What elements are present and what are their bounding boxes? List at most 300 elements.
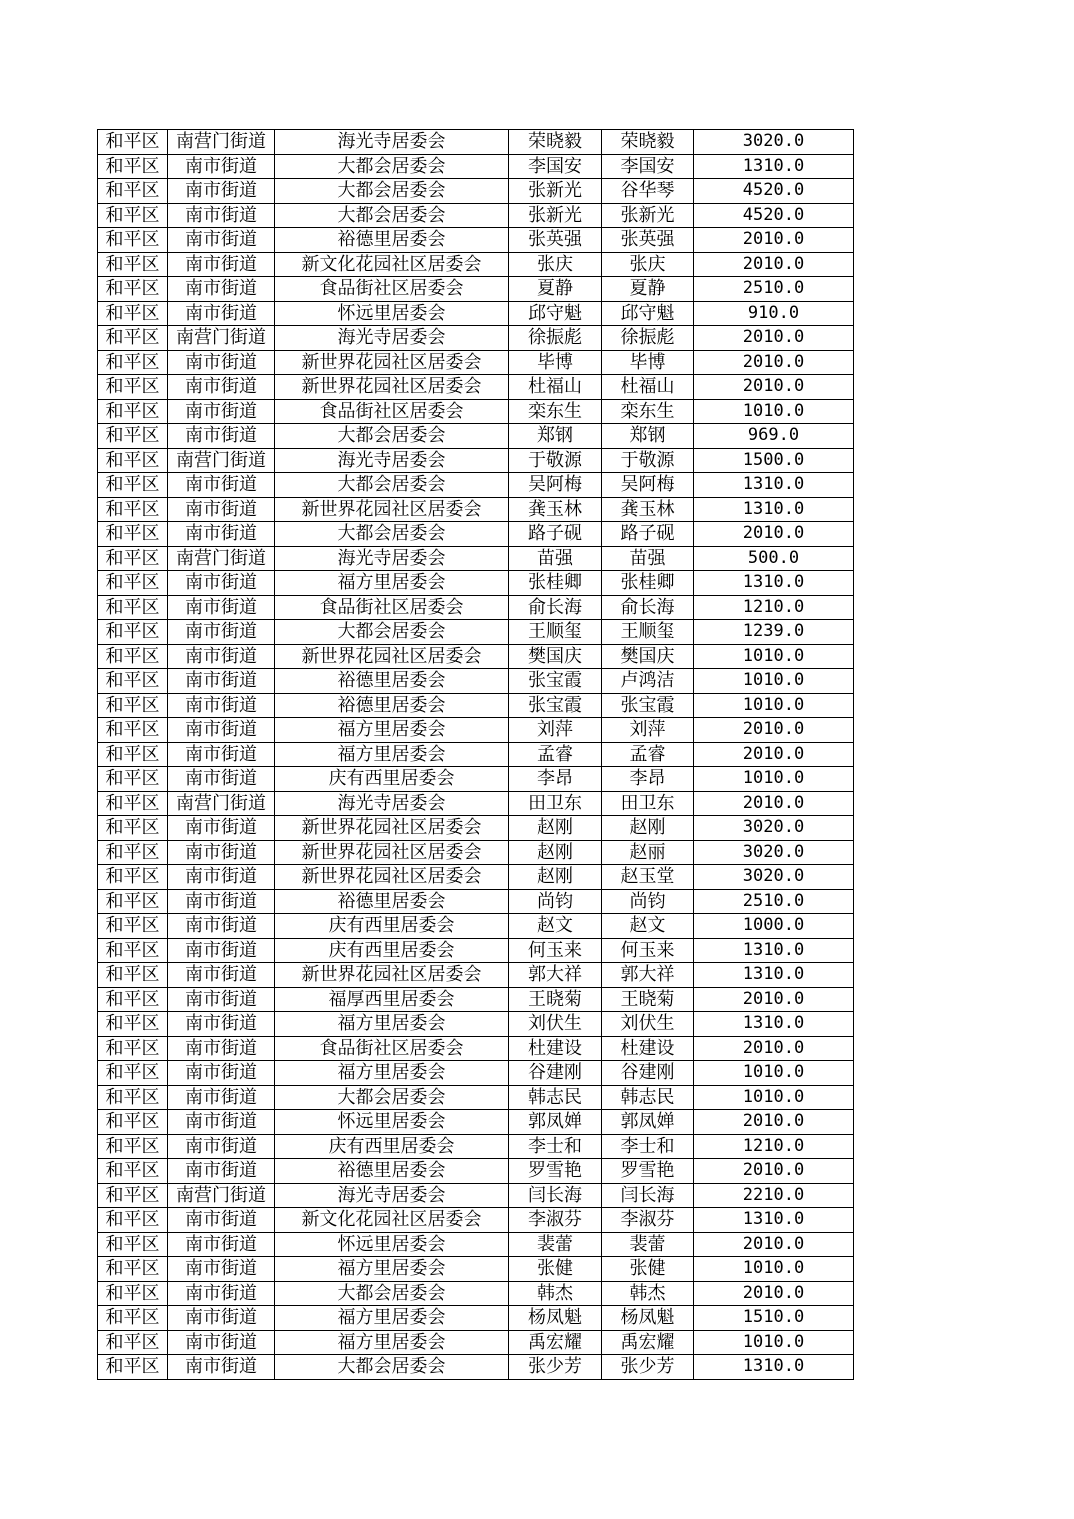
district-cell: 和平区 (98, 840, 168, 865)
table-row (98, 571, 854, 596)
street-cell: 南市街道 (168, 767, 275, 792)
member-cell: 李士和 (602, 1134, 694, 1159)
street-cell: 南市街道 (168, 1257, 275, 1282)
applicant-cell: 李国安 (509, 154, 602, 179)
street-cell: 南市街道 (168, 179, 275, 204)
street-cell: 南市街道 (168, 1232, 275, 1257)
applicant-cell: 赵刚 (509, 816, 602, 841)
applicant-cell: 何玉来 (509, 938, 602, 963)
committee-cell: 海光寺居委会 (275, 791, 509, 816)
street-cell: 南市街道 (168, 718, 275, 743)
amount-cell: 2510.0 (694, 277, 854, 302)
committee-cell: 福方里居委会 (275, 718, 509, 743)
table-row (98, 1061, 854, 1086)
district-cell: 和平区 (98, 963, 168, 988)
committee-cell: 大都会居委会 (275, 1281, 509, 1306)
member-cell: 杜建设 (602, 1036, 694, 1061)
amount-cell: 3020.0 (694, 816, 854, 841)
amount-cell: 1010.0 (694, 669, 854, 694)
amount-cell: 2210.0 (694, 1183, 854, 1208)
district-cell: 和平区 (98, 595, 168, 620)
committee-cell: 大都会居委会 (275, 424, 509, 449)
applicant-cell: 刘伏生 (509, 1012, 602, 1037)
district-cell: 和平区 (98, 620, 168, 645)
committee-cell: 海光寺居委会 (275, 326, 509, 351)
applicant-cell: 刘萍 (509, 718, 602, 743)
amount-cell: 1000.0 (694, 914, 854, 939)
member-cell: 王晓菊 (602, 987, 694, 1012)
table-row (98, 350, 854, 375)
table-row (98, 644, 854, 669)
applicant-cell: 李士和 (509, 1134, 602, 1159)
street-cell: 南市街道 (168, 571, 275, 596)
amount-cell: 2010.0 (694, 522, 854, 547)
district-cell: 和平区 (98, 448, 168, 473)
table-row (98, 938, 854, 963)
amount-cell: 500.0 (694, 546, 854, 571)
committee-cell: 裕德里居委会 (275, 228, 509, 253)
committee-cell: 福厚西里居委会 (275, 987, 509, 1012)
street-cell: 南市街道 (168, 816, 275, 841)
amount-cell: 1010.0 (694, 1085, 854, 1110)
committee-cell: 海光寺居委会 (275, 130, 509, 155)
amount-cell: 4520.0 (694, 203, 854, 228)
committee-cell: 裕德里居委会 (275, 669, 509, 694)
member-cell: 裴蕾 (602, 1232, 694, 1257)
applicant-cell: 夏静 (509, 277, 602, 302)
district-cell: 和平区 (98, 1085, 168, 1110)
committee-cell: 海光寺居委会 (275, 1183, 509, 1208)
committee-cell: 福方里居委会 (275, 1330, 509, 1355)
table-row (98, 203, 854, 228)
committee-cell: 怀远里居委会 (275, 1110, 509, 1135)
district-cell: 和平区 (98, 914, 168, 939)
amount-cell: 2010.0 (694, 791, 854, 816)
amount-cell: 969.0 (694, 424, 854, 449)
district-cell: 和平区 (98, 742, 168, 767)
district-cell: 和平区 (98, 644, 168, 669)
district-cell: 和平区 (98, 1183, 168, 1208)
table-row (98, 1208, 854, 1233)
table-row (98, 522, 854, 547)
table-row (98, 693, 854, 718)
district-cell: 和平区 (98, 522, 168, 547)
applicant-cell: 韩志民 (509, 1085, 602, 1110)
street-cell: 南市街道 (168, 473, 275, 498)
member-cell: 韩杰 (602, 1281, 694, 1306)
street-cell: 南市街道 (168, 1306, 275, 1331)
amount-cell: 3020.0 (694, 865, 854, 890)
table-row (98, 130, 854, 155)
street-cell: 南市街道 (168, 889, 275, 914)
committee-cell: 新世界花园社区居委会 (275, 350, 509, 375)
amount-cell: 1310.0 (694, 938, 854, 963)
committee-cell: 庆有西里居委会 (275, 938, 509, 963)
applicant-cell: 王晓菊 (509, 987, 602, 1012)
amount-cell: 1239.0 (694, 620, 854, 645)
member-cell: 闫长海 (602, 1183, 694, 1208)
committee-cell: 食品街社区居委会 (275, 1036, 509, 1061)
table-row (98, 154, 854, 179)
committee-cell: 新世界花园社区居委会 (275, 375, 509, 400)
amount-cell: 1010.0 (694, 1257, 854, 1282)
committee-cell: 庆有西里居委会 (275, 767, 509, 792)
committee-cell: 大都会居委会 (275, 1085, 509, 1110)
district-cell: 和平区 (98, 277, 168, 302)
member-cell: 吴阿梅 (602, 473, 694, 498)
street-cell: 南营门街道 (168, 1183, 275, 1208)
street-cell: 南营门街道 (168, 326, 275, 351)
district-cell: 和平区 (98, 1134, 168, 1159)
applicant-cell: 邱守魁 (509, 301, 602, 326)
member-cell: 李国安 (602, 154, 694, 179)
street-cell: 南营门街道 (168, 546, 275, 571)
table-row (98, 963, 854, 988)
committee-cell: 福方里居委会 (275, 1306, 509, 1331)
district-cell: 和平区 (98, 1232, 168, 1257)
applicant-cell: 杜建设 (509, 1036, 602, 1061)
applicant-cell: 于敬源 (509, 448, 602, 473)
street-cell: 南营门街道 (168, 791, 275, 816)
member-cell: 张英强 (602, 228, 694, 253)
member-cell: 荣晓毅 (602, 130, 694, 155)
district-cell: 和平区 (98, 571, 168, 596)
amount-cell: 2010.0 (694, 987, 854, 1012)
member-cell: 赵文 (602, 914, 694, 939)
member-cell: 郭大祥 (602, 963, 694, 988)
committee-cell: 福方里居委会 (275, 742, 509, 767)
street-cell: 南市街道 (168, 1134, 275, 1159)
street-cell: 南市街道 (168, 1110, 275, 1135)
district-cell: 和平区 (98, 1159, 168, 1184)
amount-cell: 2010.0 (694, 742, 854, 767)
committee-cell: 食品街社区居委会 (275, 399, 509, 424)
table-row (98, 277, 854, 302)
member-cell: 毕博 (602, 350, 694, 375)
member-cell: 张新光 (602, 203, 694, 228)
district-cell: 和平区 (98, 1036, 168, 1061)
member-cell: 刘萍 (602, 718, 694, 743)
amount-cell: 1010.0 (694, 1330, 854, 1355)
applicant-cell: 赵刚 (509, 865, 602, 890)
member-cell: 张宝霞 (602, 693, 694, 718)
member-cell: 李昂 (602, 767, 694, 792)
street-cell: 南营门街道 (168, 448, 275, 473)
applicant-cell: 李昂 (509, 767, 602, 792)
member-cell: 刘伏生 (602, 1012, 694, 1037)
applicant-cell: 田卫东 (509, 791, 602, 816)
committee-cell: 新世界花园社区居委会 (275, 840, 509, 865)
applicant-cell: 张新光 (509, 179, 602, 204)
district-cell: 和平区 (98, 179, 168, 204)
table-row (98, 1036, 854, 1061)
member-cell: 赵刚 (602, 816, 694, 841)
member-cell: 苗强 (602, 546, 694, 571)
committee-cell: 大都会居委会 (275, 1355, 509, 1380)
table-row (98, 1183, 854, 1208)
street-cell: 南市街道 (168, 1208, 275, 1233)
committee-cell: 裕德里居委会 (275, 693, 509, 718)
district-cell: 和平区 (98, 816, 168, 841)
table-row (98, 620, 854, 645)
street-cell: 南市街道 (168, 203, 275, 228)
table-row (98, 497, 854, 522)
table-row (98, 1134, 854, 1159)
table-row (98, 1257, 854, 1282)
street-cell: 南市街道 (168, 644, 275, 669)
street-cell: 南市街道 (168, 424, 275, 449)
committee-cell: 新世界花园社区居委会 (275, 497, 509, 522)
street-cell: 南市街道 (168, 1012, 275, 1037)
applicant-cell: 路子砚 (509, 522, 602, 547)
committee-cell: 新世界花园社区居委会 (275, 644, 509, 669)
district-cell: 和平区 (98, 938, 168, 963)
applicant-cell: 郭大祥 (509, 963, 602, 988)
committee-cell: 庆有西里居委会 (275, 914, 509, 939)
district-cell: 和平区 (98, 399, 168, 424)
member-cell: 栾东生 (602, 399, 694, 424)
member-cell: 赵玉堂 (602, 865, 694, 890)
committee-cell: 庆有西里居委会 (275, 1134, 509, 1159)
table-body (98, 130, 854, 1380)
amount-cell: 1310.0 (694, 1208, 854, 1233)
district-cell: 和平区 (98, 1257, 168, 1282)
applicant-cell: 张新光 (509, 203, 602, 228)
member-cell: 张庆 (602, 252, 694, 277)
district-cell: 和平区 (98, 546, 168, 571)
committee-cell: 怀远里居委会 (275, 1232, 509, 1257)
table-row (98, 718, 854, 743)
amount-cell: 1210.0 (694, 595, 854, 620)
table-row (98, 1281, 854, 1306)
member-cell: 张少芳 (602, 1355, 694, 1380)
applicant-cell: 李淑芬 (509, 1208, 602, 1233)
table-row (98, 816, 854, 841)
applicant-cell: 王顺玺 (509, 620, 602, 645)
applicant-cell: 吴阿梅 (509, 473, 602, 498)
district-cell: 和平区 (98, 865, 168, 890)
district-cell: 和平区 (98, 1306, 168, 1331)
member-cell: 赵丽 (602, 840, 694, 865)
district-cell: 和平区 (98, 1012, 168, 1037)
amount-cell: 4520.0 (694, 179, 854, 204)
member-cell: 俞长海 (602, 595, 694, 620)
applicant-cell: 樊国庆 (509, 644, 602, 669)
amount-cell: 1010.0 (694, 767, 854, 792)
amount-cell: 2010.0 (694, 1159, 854, 1184)
table-row (98, 301, 854, 326)
amount-cell: 2010.0 (694, 1281, 854, 1306)
amount-cell: 2010.0 (694, 1110, 854, 1135)
street-cell: 南市街道 (168, 938, 275, 963)
member-cell: 杜福山 (602, 375, 694, 400)
street-cell: 南市街道 (168, 963, 275, 988)
amount-cell: 1310.0 (694, 963, 854, 988)
member-cell: 龚玉林 (602, 497, 694, 522)
committee-cell: 新世界花园社区居委会 (275, 865, 509, 890)
committee-cell: 福方里居委会 (275, 1061, 509, 1086)
member-cell: 孟睿 (602, 742, 694, 767)
district-cell: 和平区 (98, 1110, 168, 1135)
amount-cell: 1310.0 (694, 571, 854, 596)
district-cell: 和平区 (98, 1355, 168, 1380)
street-cell: 南市街道 (168, 375, 275, 400)
district-cell: 和平区 (98, 424, 168, 449)
district-cell: 和平区 (98, 889, 168, 914)
table-row (98, 1085, 854, 1110)
applicant-cell: 徐振彪 (509, 326, 602, 351)
street-cell: 南市街道 (168, 865, 275, 890)
street-cell: 南市街道 (168, 595, 275, 620)
table-row (98, 1110, 854, 1135)
street-cell: 南市街道 (168, 742, 275, 767)
amount-cell: 1310.0 (694, 154, 854, 179)
committee-cell: 大都会居委会 (275, 473, 509, 498)
district-cell: 和平区 (98, 791, 168, 816)
member-cell: 于敬源 (602, 448, 694, 473)
amount-cell: 1510.0 (694, 1306, 854, 1331)
district-cell: 和平区 (98, 301, 168, 326)
committee-cell: 福方里居委会 (275, 1012, 509, 1037)
member-cell: 王顺玺 (602, 620, 694, 645)
amount-cell: 1010.0 (694, 644, 854, 669)
amount-cell: 1310.0 (694, 497, 854, 522)
applicant-cell: 毕博 (509, 350, 602, 375)
table-row (98, 865, 854, 890)
district-cell: 和平区 (98, 154, 168, 179)
table-row (98, 914, 854, 939)
street-cell: 南市街道 (168, 301, 275, 326)
amount-cell: 2010.0 (694, 228, 854, 253)
table-row (98, 252, 854, 277)
committee-cell: 裕德里居委会 (275, 889, 509, 914)
member-cell: 杨凤魁 (602, 1306, 694, 1331)
amount-cell: 2010.0 (694, 1232, 854, 1257)
street-cell: 南市街道 (168, 1355, 275, 1380)
street-cell: 南市街道 (168, 840, 275, 865)
committee-cell: 食品街社区居委会 (275, 277, 509, 302)
committee-cell: 海光寺居委会 (275, 448, 509, 473)
table-row (98, 1306, 854, 1331)
applicant-cell: 赵文 (509, 914, 602, 939)
table-row (98, 375, 854, 400)
district-cell: 和平区 (98, 326, 168, 351)
table-row (98, 228, 854, 253)
member-cell: 卢鸿洁 (602, 669, 694, 694)
table-row (98, 424, 854, 449)
district-cell: 和平区 (98, 350, 168, 375)
applicant-cell: 闫长海 (509, 1183, 602, 1208)
amount-cell: 1010.0 (694, 693, 854, 718)
district-cell: 和平区 (98, 987, 168, 1012)
member-cell: 韩志民 (602, 1085, 694, 1110)
committee-cell: 大都会居委会 (275, 620, 509, 645)
member-cell: 张桂卿 (602, 571, 694, 596)
member-cell: 邱守魁 (602, 301, 694, 326)
district-cell: 和平区 (98, 1281, 168, 1306)
member-cell: 路子砚 (602, 522, 694, 547)
amount-cell: 2010.0 (694, 718, 854, 743)
applicant-cell: 禹宏耀 (509, 1330, 602, 1355)
applicant-cell: 张庆 (509, 252, 602, 277)
committee-cell: 海光寺居委会 (275, 546, 509, 571)
applicant-cell: 赵刚 (509, 840, 602, 865)
district-cell: 和平区 (98, 228, 168, 253)
street-cell: 南市街道 (168, 1085, 275, 1110)
applicant-cell: 俞长海 (509, 595, 602, 620)
committee-cell: 福方里居委会 (275, 1257, 509, 1282)
member-cell: 田卫东 (602, 791, 694, 816)
table-row (98, 767, 854, 792)
committee-cell: 福方里居委会 (275, 571, 509, 596)
amount-cell: 2010.0 (694, 350, 854, 375)
table-row (98, 1330, 854, 1355)
table-row (98, 791, 854, 816)
committee-cell: 新世界花园社区居委会 (275, 816, 509, 841)
district-cell: 和平区 (98, 130, 168, 155)
district-cell: 和平区 (98, 693, 168, 718)
member-cell: 罗雪艳 (602, 1159, 694, 1184)
committee-cell: 新文化花园社区居委会 (275, 252, 509, 277)
table-row (98, 448, 854, 473)
street-cell: 南市街道 (168, 987, 275, 1012)
table-row (98, 840, 854, 865)
applicant-cell: 张英强 (509, 228, 602, 253)
member-cell: 谷建刚 (602, 1061, 694, 1086)
table-row (98, 399, 854, 424)
member-cell: 李淑芬 (602, 1208, 694, 1233)
district-cell: 和平区 (98, 1208, 168, 1233)
amount-cell: 1310.0 (694, 1012, 854, 1037)
table-row (98, 473, 854, 498)
applicant-cell: 张健 (509, 1257, 602, 1282)
applicant-cell: 张宝霞 (509, 693, 602, 718)
street-cell: 南市街道 (168, 522, 275, 547)
applicant-cell: 荣晓毅 (509, 130, 602, 155)
district-cell: 和平区 (98, 669, 168, 694)
applicant-cell: 张桂卿 (509, 571, 602, 596)
amount-cell: 1010.0 (694, 399, 854, 424)
district-cell: 和平区 (98, 203, 168, 228)
applicant-cell: 裴蕾 (509, 1232, 602, 1257)
street-cell: 南市街道 (168, 1036, 275, 1061)
table-row (98, 595, 854, 620)
table-row (98, 987, 854, 1012)
district-cell: 和平区 (98, 375, 168, 400)
applicant-cell: 郭凤婵 (509, 1110, 602, 1135)
amount-cell: 910.0 (694, 301, 854, 326)
street-cell: 南市街道 (168, 252, 275, 277)
amount-cell: 2010.0 (694, 375, 854, 400)
district-cell: 和平区 (98, 252, 168, 277)
member-cell: 尚钧 (602, 889, 694, 914)
applicant-cell: 郑钢 (509, 424, 602, 449)
amount-cell: 3020.0 (694, 130, 854, 155)
member-cell: 禹宏耀 (602, 1330, 694, 1355)
applicant-cell: 孟睿 (509, 742, 602, 767)
committee-cell: 裕德里居委会 (275, 1159, 509, 1184)
district-cell: 和平区 (98, 497, 168, 522)
table-row (98, 742, 854, 767)
table-row (98, 1355, 854, 1380)
street-cell: 南市街道 (168, 1061, 275, 1086)
street-cell: 南市街道 (168, 620, 275, 645)
street-cell: 南市街道 (168, 277, 275, 302)
street-cell: 南市街道 (168, 693, 275, 718)
table-row (98, 1232, 854, 1257)
applicant-cell: 韩杰 (509, 1281, 602, 1306)
street-cell: 南市街道 (168, 1159, 275, 1184)
